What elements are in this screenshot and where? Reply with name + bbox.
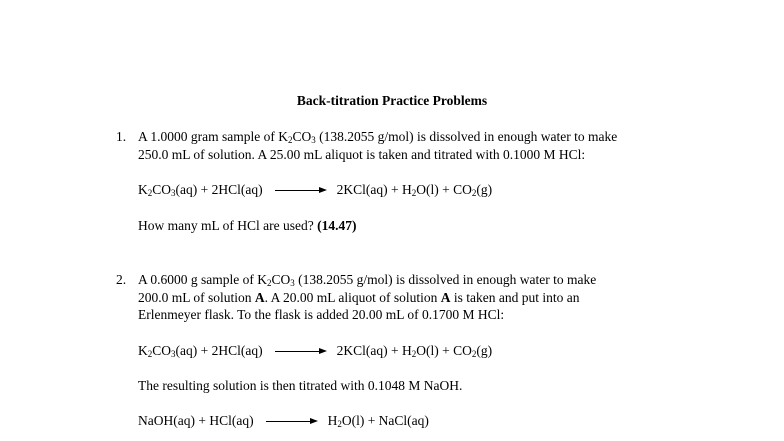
equation-reactants: $K_2CO_3(aq) + 2HCl(aq)$ (138, 182, 263, 198)
equation-reactants: $K_2CO_3(aq) + 2HCl(aq)$ (138, 343, 263, 359)
problem-1-equation (138, 182, 492, 198)
problem-1-line-2: 250.0 mL of solution. A 25.00 mL aliquot is taken and titrated with 0.1000 M HCl: (138, 147, 586, 162)
equation-reactants: NaOH(aq) + HCl(aq) (138, 413, 254, 428)
problem-1-number: 1. (116, 129, 127, 144)
reaction-arrow-icon (275, 347, 327, 357)
problem-2-equation-2 (138, 413, 429, 429)
problem-2-equation-1 (138, 343, 492, 359)
problem-2-number: 2. (116, 272, 127, 287)
reaction-arrow-icon (275, 186, 327, 196)
problem-1-answer: (14.47) (317, 218, 357, 233)
problem-2-line-1: A 0.6000 g sample of $K_2CO_3$ (138.2055 g/mol) is dissolved in enough water to make (138, 272, 597, 288)
problem-1-line-1: A 1.0000 gram sample of $K_2CO_3$ (138.2055 g/mol) is dissolved in enough water to make (138, 129, 618, 145)
problem-2-line-3: Erlenmeyer flask. To the flask is added 20.00 mL of 0.1700 M HCl: (138, 307, 505, 322)
equation-products: $2KCl(aq) + H_2O(l) + CO_2(g)$ (336, 182, 493, 198)
problem-1-question: How many mL of HCl are used? (14.47) (138, 218, 357, 233)
equation-products: $2KCl(aq) + H_2O(l) + CO_2(g)$ (336, 343, 493, 359)
problem-2-line-4: The resulting solution is then titrated with 0.1048 M NaOH. (138, 378, 463, 393)
reaction-arrow-icon (266, 417, 318, 427)
equation-products: $H_2O(l)$ + NaCl(aq) (327, 413, 429, 429)
problem-2-line-2: 200.0 mL of solution A. A 20.00 mL aliquot of solution A is taken and put into an (138, 290, 580, 305)
page-title: Back-titration Practice Problems (296, 93, 488, 108)
